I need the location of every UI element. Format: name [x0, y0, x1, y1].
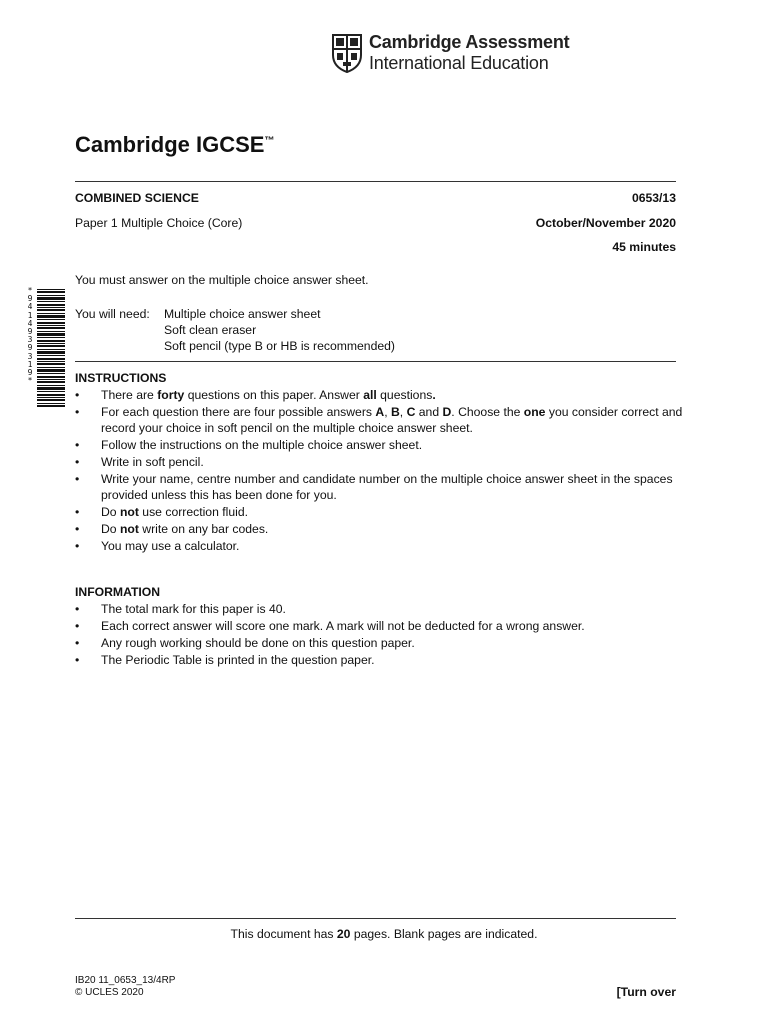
- instructions-heading: INSTRUCTIONS: [75, 371, 167, 385]
- instructions-section: [75, 370, 685, 555]
- list-item: • For each question there are four possible answers A, B, C and D. Choose the one you consider correct and record your choice in soft pencil on the multiple choice answer sheet.: [75, 404, 685, 436]
- list-item: • Do not use correction fluid.: [75, 504, 685, 520]
- instructions-list: [75, 387, 685, 554]
- cambridge-logo: [331, 32, 569, 74]
- barcode: [25, 287, 65, 409]
- paper-name: Paper 1 Multiple Choice (Core): [75, 216, 243, 230]
- logo-line-1: Cambridge Assessment: [369, 32, 570, 52]
- will-need-list: [164, 306, 395, 354]
- list-item: • Any rough working should be done on this question paper.: [75, 635, 685, 651]
- list-item: • There are forty questions on this paper. Answer all questions.: [75, 387, 685, 403]
- will-need-item: Soft clean eraser: [164, 323, 257, 337]
- barcode-digits: * 9 4 1 4 9 3 9 3 1 9 *: [27, 286, 33, 386]
- paper-code: 0653/13: [631, 191, 676, 205]
- list-item: • You may use a calculator.: [75, 538, 685, 554]
- page-count-note: This document has 20 pages. Blank pages are indicated.: [230, 927, 538, 941]
- list-item: • Do not write on any bar codes.: [75, 521, 685, 537]
- information-heading: INFORMATION: [75, 585, 161, 599]
- will-need-item: Multiple choice answer sheet: [164, 307, 321, 321]
- copyright: © UCLES 2020: [75, 987, 144, 998]
- exam-session: October/November 2020: [535, 216, 676, 230]
- information-section: [75, 584, 685, 669]
- qualification-title: Cambridge IGCSE™: [75, 132, 275, 157]
- list-item: • Write your name, centre number and candidate number on the multiple choice answer sheet in the spaces provided unless this has been done for you.: [75, 471, 685, 503]
- will-need-item: Soft pencil (type B or HB is recommended): [164, 339, 395, 353]
- will-need-label: You will need:: [75, 307, 150, 321]
- answer-note: You must answer on the multiple choice answer sheet.: [75, 273, 369, 287]
- list-item: • The Periodic Table is printed in the question paper.: [75, 652, 685, 668]
- turn-over-label: [Turn over: [616, 985, 676, 999]
- document-reference: IB20 11_0653_13/4RP: [75, 975, 176, 986]
- logo-line-2: International Education: [369, 53, 549, 73]
- information-list: [75, 601, 685, 668]
- list-item: • Follow the instructions on the multiple choice answer sheet.: [75, 437, 685, 453]
- crest-icon: [331, 33, 363, 73]
- middle-rule: [75, 361, 676, 362]
- subject-title: COMBINED SCIENCE: [75, 191, 199, 205]
- list-item: • Each correct answer will score one mark. A mark will not be deducted for a wrong answer.: [75, 618, 685, 634]
- trademark-mark: ™: [264, 135, 275, 147]
- barcode-bars-icon: [37, 289, 65, 407]
- list-item: • Write in soft pencil.: [75, 454, 685, 470]
- top-rule: [75, 181, 676, 182]
- list-item: • The total mark for this paper is 40.: [75, 601, 685, 617]
- exam-duration: 45 minutes: [612, 240, 676, 254]
- footer-rule: [75, 918, 676, 919]
